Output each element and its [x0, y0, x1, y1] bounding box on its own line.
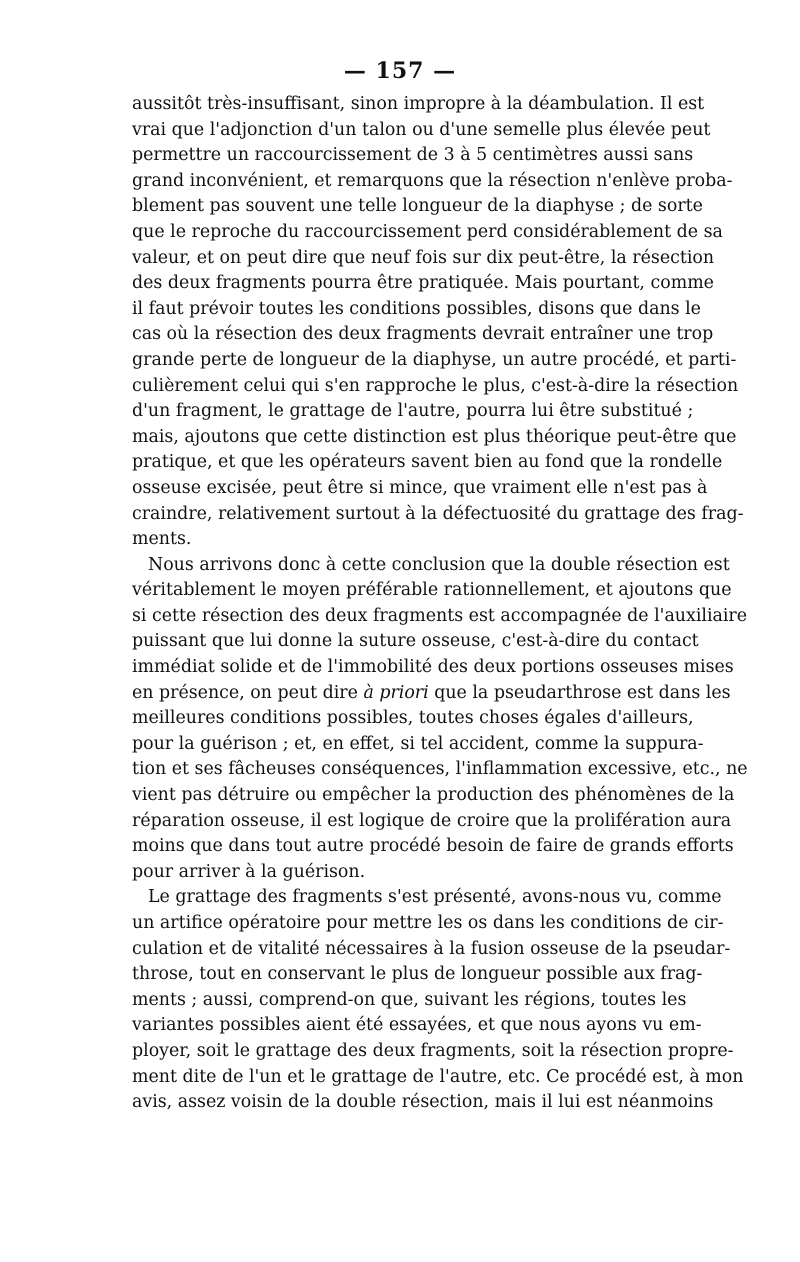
text-line: variantes possibles aient été essayées, et que nous ayons vu em- [132, 1015, 702, 1036]
text-line: ment dite de l'un et le grattage de l'autre, etc. Ce procédé est, à mon [132, 1066, 744, 1087]
text-line: culation et de vitalité nécessaires à la fusion osseuse de la pseudar- [132, 938, 731, 959]
text-line: permettre un raccourcissement de 3 à 5 centimètres aussi sans [132, 145, 694, 166]
text-line: meilleures conditions possibles, toutes choses égales d'ailleurs, [132, 708, 694, 729]
text-line: il faut prévoir toutes les conditions possibles, disons que dans le [132, 298, 701, 319]
text-line: osseuse excisée, peut être si mince, que vraiment elle n'est pas à [132, 477, 708, 498]
paragraph-1 [132, 92, 744, 553]
text-line: d'un fragment, le grattage de l'autre, pourra lui être substitué ; [132, 401, 694, 422]
text-line: throse, tout en conservant le plus de longueur possible aux frag- [132, 964, 703, 985]
text-line: cas où la résection des deux fragments devrait entraîner une trop [132, 324, 714, 345]
paragraph-2 [132, 553, 748, 886]
body-text [132, 92, 748, 1116]
text-line: mais, ajoutons que cette distinction est plus théorique peut-être que [132, 426, 737, 447]
text-line: aussitôt très-insuffisant, sinon impropre à la déambulation. Il est [132, 94, 705, 114]
text-line: puissant que lui donne la suture osseuse, c'est-à-dire du contact [132, 631, 699, 652]
text-line: ments ; aussi, comprend-on que, suivant les régions, toutes les [132, 989, 687, 1010]
text-line: pour la guérison ; et, en effet, si tel accident, comme la suppura- [132, 733, 704, 754]
text-line: ployer, soit le grattage des deux fragments, soit la résection propre- [132, 1040, 734, 1061]
text-line: ments. [132, 529, 192, 550]
text-line: vient pas détruire ou empêcher la production des phénomènes de la [132, 785, 735, 806]
text-line: craindre, relativement surtout à la défectuosité du grattage des frag- [132, 503, 744, 524]
text-line: grande perte de longueur de la diaphyse, un autre procédé, et parti- [132, 349, 737, 370]
line-start: en présence, on peut dire [132, 682, 358, 703]
text-line: blement pas souvent une telle longueur de la diaphyse ; de sorte [132, 196, 703, 217]
text-line: véritablement le moyen préférable rationnellement, et ajoutons que [132, 580, 732, 601]
text-line: culièrement celui qui s'en rapproche le plus, c'est-à-dire la résection [132, 375, 739, 396]
text-line: réparation osseuse, il est logique de croire que la prolifération aura [132, 810, 732, 831]
text-line: pour arriver à la guérison. [132, 861, 366, 882]
text-line: un artifice opératoire pour mettre les os dans les conditions de cir- [132, 913, 724, 933]
text-line: si cette résection des deux fragments est accompagnée de l'auxiliaire [132, 605, 748, 626]
text-line: pratique, et que les opérateurs savent bien au fond que la rondelle [132, 452, 723, 473]
text-line: moins que dans tout autre procédé besoin de faire de grands efforts [132, 836, 734, 857]
text-line: des deux fragments pourra être pratiquée. Mais pourtant, comme [132, 273, 714, 294]
text-line: grand inconvénient, et remarquons que la résection n'enlève proba- [132, 170, 733, 191]
text-line: Nous arrivons donc à cette conclusion que la double résection est [148, 554, 730, 575]
italic-phrase: à priori [363, 682, 429, 703]
text-line-with-italic [132, 681, 731, 707]
text-line: tion et ses fâcheuses conséquences, l'inflammation excessive, etc., ne [132, 759, 748, 780]
text-line: Le grattage des fragments s'est présenté, avons-nous vu, comme [148, 887, 722, 908]
text-line: immédiat solide et de l'immobilité des deux portions osseuses mises [132, 657, 734, 678]
line-end: que la pseudarthrose est dans les [428, 682, 731, 703]
page-number: — 157 — [343, 58, 457, 84]
text-line: que le reproche du raccourcissement perd considérablement de sa [132, 221, 723, 242]
paragraph-3 [132, 885, 744, 1115]
text-line: avis, assez voisin de la double résection, mais il lui est néanmoins [132, 1092, 714, 1113]
text-line: vrai que l'adjonction d'un talon ou d'une semelle plus élevée peut [132, 119, 711, 140]
text-line: valeur, et on peut dire que neuf fois sur dix peut-être, la résection [132, 247, 715, 268]
